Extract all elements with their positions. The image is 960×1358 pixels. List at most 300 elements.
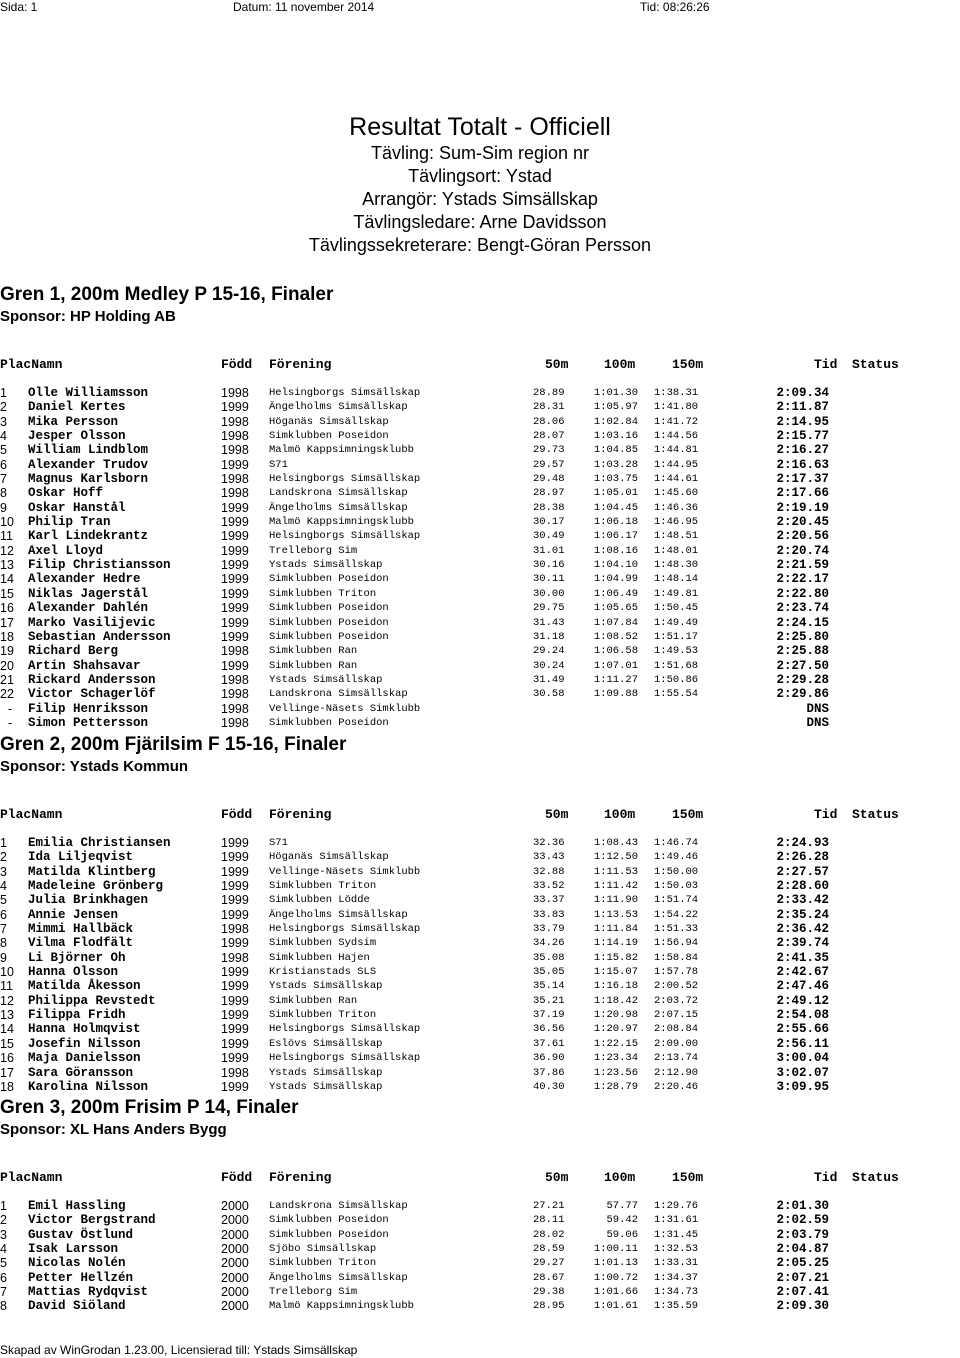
cell-name: Artin Shahsavar bbox=[28, 658, 141, 673]
table-row bbox=[0, 1066, 960, 1080]
column-header-plac: PlacNamn bbox=[0, 357, 63, 372]
cell-s150: 2:20.46 bbox=[654, 1080, 699, 1093]
cell-year: 1999 bbox=[221, 1079, 249, 1094]
cell-s50: 35.21 bbox=[533, 994, 565, 1007]
cell-s100: 1:00.11 bbox=[593, 1243, 638, 1256]
cell-name: Petter Hellzén bbox=[28, 1270, 134, 1285]
table-row bbox=[0, 1008, 960, 1022]
cell-plac: 5 bbox=[0, 1256, 7, 1271]
cell-tid: 2:03.79 bbox=[776, 1227, 829, 1242]
cell-s150: 1:44.61 bbox=[654, 473, 699, 486]
competition-header bbox=[0, 112, 960, 257]
cell-club: Helsingborgs Simsällskap bbox=[269, 530, 421, 543]
cell-s150: 1:46.95 bbox=[654, 516, 699, 529]
cell-s100: 1:02.84 bbox=[593, 415, 638, 428]
cell-club: Vellinge-Näsets Simklubb bbox=[269, 865, 421, 878]
cell-s50: 30.49 bbox=[533, 530, 565, 543]
cell-name: Annie Jensen bbox=[28, 907, 119, 922]
cell-plac: 2 bbox=[0, 400, 7, 415]
cell-s100: 1:07.01 bbox=[593, 659, 638, 672]
competition-organizer: Arrangör: Ystads Simsällskap bbox=[362, 189, 598, 209]
cell-tid: 2:56.11 bbox=[776, 1036, 829, 1051]
cell-s150: 1:57.78 bbox=[654, 966, 699, 979]
cell-s100: 1:00.72 bbox=[593, 1271, 638, 1284]
table-row bbox=[0, 979, 960, 993]
event-title: Gren 3, 200m Frisim P 14, Finaler bbox=[0, 1097, 299, 1118]
column-header-tid: Tid bbox=[814, 807, 838, 822]
cell-plac: 17 bbox=[0, 615, 14, 630]
cell-s50: 30.00 bbox=[533, 587, 565, 600]
cell-s50: 28.95 bbox=[533, 1300, 565, 1313]
column-header-tid: Tid bbox=[814, 1170, 838, 1185]
cell-s150: 1:48.30 bbox=[654, 559, 699, 572]
cell-s100: 1:16.18 bbox=[593, 980, 638, 993]
cell-club: Sjöbo Simsällskap bbox=[269, 1243, 377, 1256]
cell-s50: 27.21 bbox=[533, 1200, 565, 1212]
cell-year: 1998 bbox=[221, 950, 249, 965]
table-row bbox=[0, 922, 960, 936]
cell-s50: 28.38 bbox=[533, 501, 565, 514]
cell-plac: 15 bbox=[0, 1036, 14, 1051]
cell-club: Simklubben Poseidon bbox=[269, 573, 389, 586]
cell-s50: 29.75 bbox=[533, 602, 565, 615]
table-row bbox=[0, 587, 960, 601]
cell-club: Trelleborg Sim bbox=[269, 1286, 358, 1299]
table-row bbox=[0, 415, 960, 429]
cell-s100: 1:06.58 bbox=[593, 645, 638, 658]
print-date: Datum: 11 november 2014 bbox=[233, 0, 375, 14]
cell-s100: 1:15.82 bbox=[593, 951, 638, 964]
cell-tid: 2:47.46 bbox=[776, 979, 829, 994]
cell-s100: 59.42 bbox=[606, 1214, 638, 1227]
cell-name: Oskar Hoff bbox=[28, 486, 104, 501]
column-header-status: Status bbox=[852, 1170, 899, 1185]
cell-s50: 30.17 bbox=[533, 516, 565, 529]
cell-plac: 13 bbox=[0, 558, 14, 573]
table-row bbox=[0, 1213, 960, 1227]
cell-plac: 1 bbox=[0, 836, 7, 850]
cell-s150: 1:44.56 bbox=[654, 430, 699, 443]
cell-s50: 29.38 bbox=[533, 1286, 565, 1299]
cell-tid: DNS bbox=[806, 701, 829, 716]
cell-year: 1999 bbox=[221, 586, 249, 601]
cell-plac: 1 bbox=[0, 386, 7, 400]
cell-name: Karl Lindekrantz bbox=[28, 529, 149, 544]
cell-tid: 2:20.56 bbox=[776, 529, 829, 544]
cell-plac: 5 bbox=[0, 443, 7, 458]
cell-club: Helsingborgs Simsällskap bbox=[269, 473, 421, 486]
cell-plac: 18 bbox=[0, 629, 14, 644]
cell-club: Trelleborg Sim bbox=[269, 544, 358, 557]
cell-tid: 2:49.12 bbox=[776, 993, 829, 1008]
cell-name: Julia Brinkhagen bbox=[28, 893, 149, 908]
table-row bbox=[0, 936, 960, 950]
cell-year: 2000 bbox=[221, 1242, 249, 1257]
cell-s50: 33.83 bbox=[533, 908, 565, 921]
cell-s150: 1:45.60 bbox=[654, 487, 699, 500]
cell-s150: 2:07.15 bbox=[654, 1009, 699, 1022]
cell-s100: 1:04.45 bbox=[593, 501, 638, 514]
cell-name: Magnus Karlsborn bbox=[28, 472, 149, 487]
cell-tid: 2:17.37 bbox=[776, 472, 829, 487]
cell-club: Kristianstads SLS bbox=[269, 966, 377, 979]
table-row bbox=[0, 836, 960, 850]
column-header-forening: Förening bbox=[269, 807, 332, 822]
results-table bbox=[0, 386, 960, 730]
cell-name: Gustav Östlund bbox=[28, 1227, 134, 1242]
table-row bbox=[0, 716, 960, 730]
cell-tid: 2:36.42 bbox=[776, 922, 829, 937]
cell-s50: 31.18 bbox=[533, 630, 565, 643]
cell-s150: 1:41.80 bbox=[654, 401, 699, 414]
cell-s150: 2:13.74 bbox=[654, 1052, 699, 1065]
cell-s50: 28.89 bbox=[533, 387, 565, 399]
cell-name: Matilda Klintberg bbox=[28, 864, 156, 879]
table-row bbox=[0, 601, 960, 615]
results-table-header bbox=[0, 1170, 960, 1184]
cell-year: 1999 bbox=[221, 543, 249, 558]
cell-s150: 1:31.61 bbox=[654, 1214, 699, 1227]
competition-leader: Tävlingsledare: Arne Davidsson bbox=[353, 212, 607, 232]
cell-year: 1999 bbox=[221, 515, 249, 530]
cell-name: Victor Schagerlöf bbox=[28, 687, 156, 702]
cell-s100: 1:01.13 bbox=[593, 1257, 638, 1270]
cell-name: Maja Danielsson bbox=[28, 1051, 141, 1066]
cell-tid: 2:11.87 bbox=[776, 400, 829, 415]
cell-plac: 3 bbox=[0, 414, 7, 429]
column-header-fodd: Född bbox=[221, 357, 253, 372]
table-row bbox=[0, 443, 960, 457]
cell-plac: 7 bbox=[0, 472, 7, 487]
cell-year: 1999 bbox=[221, 936, 249, 951]
cell-club: S71 bbox=[269, 837, 288, 849]
cell-club: Simklubben Ran bbox=[269, 994, 358, 1007]
cell-year: 1999 bbox=[221, 1051, 249, 1066]
cell-s150: 1:55.54 bbox=[654, 688, 699, 701]
cell-plac: 11 bbox=[0, 979, 13, 994]
cell-club: Landskrona Simsällskap bbox=[269, 487, 408, 500]
cell-tid: 2:27.50 bbox=[776, 658, 829, 673]
table-row bbox=[0, 994, 960, 1008]
cell-tid: 2:24.15 bbox=[776, 615, 829, 630]
cell-club: Helsingborgs Simsällskap bbox=[269, 387, 421, 399]
cell-s150: 1:51.74 bbox=[654, 894, 699, 907]
cell-club: Simklubben Poseidon bbox=[269, 602, 389, 615]
table-row bbox=[0, 616, 960, 630]
cell-plac: 8 bbox=[0, 936, 7, 951]
cell-s100: 1:04.85 bbox=[593, 444, 638, 457]
results-table-header bbox=[0, 807, 960, 821]
cell-club: Simklubben Hajen bbox=[269, 951, 370, 964]
cell-s50: 33.43 bbox=[533, 851, 565, 864]
cell-plac: 3 bbox=[0, 1227, 7, 1242]
cell-tid: 2:28.60 bbox=[776, 879, 829, 894]
table-row bbox=[0, 879, 960, 893]
cell-tid: 2:04.87 bbox=[776, 1242, 829, 1257]
cell-year: 1999 bbox=[221, 907, 249, 922]
cell-club: Landskrona Simsällskap bbox=[269, 688, 408, 701]
cell-s50: 28.59 bbox=[533, 1243, 565, 1256]
cell-tid: 2:05.25 bbox=[776, 1256, 829, 1271]
cell-name: Axel Lloyd bbox=[28, 543, 104, 558]
cell-s50: 40.30 bbox=[533, 1080, 565, 1093]
cell-s100: 1:09.88 bbox=[593, 688, 638, 701]
cell-s50: 28.07 bbox=[533, 430, 565, 443]
cell-s100: 1:11.53 bbox=[593, 865, 638, 878]
cell-tid: 2:20.45 bbox=[776, 515, 829, 530]
cell-s100: 1:06.18 bbox=[593, 516, 638, 529]
cell-tid: 2:16.63 bbox=[776, 457, 829, 472]
cell-s100: 1:05.65 bbox=[593, 602, 638, 615]
table-row bbox=[0, 572, 960, 586]
cell-s100: 1:06.49 bbox=[593, 587, 638, 600]
table-row bbox=[0, 1022, 960, 1036]
cell-year: 1998 bbox=[221, 443, 249, 458]
cell-name: Mimmi Hallbäck bbox=[28, 922, 134, 937]
cell-s50: 34.26 bbox=[533, 937, 565, 950]
cell-s150: 1:29.76 bbox=[654, 1200, 699, 1212]
cell-tid: 2:26.28 bbox=[776, 850, 829, 865]
cell-s150: 1:50.45 bbox=[654, 602, 699, 615]
cell-name: Alexander Hedre bbox=[28, 572, 141, 587]
column-header-status: Status bbox=[852, 807, 899, 822]
table-row bbox=[0, 400, 960, 414]
cell-s100: 1:12.50 bbox=[593, 851, 638, 864]
cell-s50: 28.02 bbox=[533, 1228, 565, 1241]
table-row bbox=[0, 515, 960, 529]
cell-year: 1999 bbox=[221, 879, 249, 894]
cell-s150: 1:50.00 bbox=[654, 865, 699, 878]
cell-s100: 1:01.66 bbox=[593, 1286, 638, 1299]
cell-s150: 1:48.51 bbox=[654, 530, 699, 543]
cell-club: Malmö Kappsimningsklubb bbox=[269, 516, 414, 529]
cell-s50: 28.06 bbox=[533, 415, 565, 428]
cell-plac: 15 bbox=[0, 586, 14, 601]
column-header-forening: Förening bbox=[269, 357, 332, 372]
report-title: Resultat Totalt - Officiell bbox=[349, 113, 611, 141]
cell-club: Malmö Kappsimningsklubb bbox=[269, 444, 414, 457]
cell-name: Filippa Fridh bbox=[28, 1008, 126, 1023]
table-row bbox=[0, 865, 960, 879]
cell-name: Olle Williamsson bbox=[28, 386, 149, 400]
cell-s150: 1:44.95 bbox=[654, 458, 699, 471]
cell-name: Filip Christiansson bbox=[28, 558, 171, 573]
cell-club: Simklubben Poseidon bbox=[269, 630, 389, 643]
cell-s150: 1:48.14 bbox=[654, 573, 699, 586]
cell-club: Simklubben Sydsim bbox=[269, 937, 377, 950]
cell-year: 1998 bbox=[221, 429, 249, 444]
cell-tid: 2:20.74 bbox=[776, 543, 829, 558]
cell-plac: 8 bbox=[0, 486, 7, 501]
cell-plac: 4 bbox=[0, 1242, 7, 1257]
cell-year: 1998 bbox=[221, 672, 249, 687]
cell-name: Hanna Holmqvist bbox=[28, 1022, 141, 1037]
event-section bbox=[0, 1097, 960, 1314]
cell-s50: 29.27 bbox=[533, 1257, 565, 1270]
cell-club: Simklubben Lödde bbox=[269, 894, 370, 907]
cell-name: Oskar Hanstål bbox=[28, 500, 126, 515]
cell-year: 1999 bbox=[221, 572, 249, 587]
table-row bbox=[0, 951, 960, 965]
cell-s50: 31.49 bbox=[533, 673, 565, 686]
cell-s150: 1:54.22 bbox=[654, 908, 699, 921]
cell-plac: 12 bbox=[0, 993, 14, 1008]
cell-s50: 29.24 bbox=[533, 645, 565, 658]
cell-year: 2000 bbox=[221, 1227, 249, 1242]
competition-venue: Tävlingsort: Ystad bbox=[408, 166, 552, 186]
column-header-s100: 100m bbox=[604, 357, 636, 372]
cell-club: Simklubben Poseidon bbox=[269, 430, 389, 443]
cell-year: 2000 bbox=[221, 1199, 249, 1213]
cell-s150: 1:51.68 bbox=[654, 659, 699, 672]
cell-plac: 7 bbox=[0, 1285, 7, 1300]
cell-s50: 33.52 bbox=[533, 880, 565, 893]
cell-s100: 1:13.53 bbox=[593, 908, 638, 921]
table-row bbox=[0, 1299, 960, 1313]
cell-name: Josefin Nilsson bbox=[28, 1036, 141, 1051]
table-row bbox=[0, 1256, 960, 1270]
cell-club: Ystads Simsällskap bbox=[269, 673, 383, 686]
column-header-fodd: Född bbox=[221, 807, 253, 822]
table-row bbox=[0, 1080, 960, 1094]
cell-plac: 5 bbox=[0, 893, 7, 908]
cell-s150: 1:50.03 bbox=[654, 880, 699, 893]
cell-name: Marko Vasilijevic bbox=[28, 615, 156, 630]
cell-club: S71 bbox=[269, 458, 288, 471]
cell-s150: 1:49.81 bbox=[654, 587, 699, 600]
cell-name: Jesper Olsson bbox=[28, 429, 126, 444]
table-row bbox=[0, 850, 960, 864]
cell-plac: 12 bbox=[0, 543, 14, 558]
cell-year: 1998 bbox=[221, 486, 249, 501]
competition-secretary: Tävlingssekreterare: Bengt-Göran Persson bbox=[308, 235, 652, 255]
cell-plac: 21 bbox=[0, 672, 14, 687]
page-footer: Skapad av WinGrodan 1.23.00, Licensierad till: Ystads Simsällskap bbox=[0, 1343, 358, 1357]
cell-s100: 1:20.98 bbox=[593, 1009, 638, 1022]
column-header-plac: PlacNamn bbox=[0, 807, 63, 822]
cell-club: Simklubben Triton bbox=[269, 1257, 377, 1270]
cell-plac: 16 bbox=[0, 601, 14, 616]
table-row bbox=[0, 1051, 960, 1065]
cell-year: 1999 bbox=[221, 893, 249, 908]
table-row bbox=[0, 386, 960, 400]
cell-tid: 2:29.86 bbox=[776, 687, 829, 702]
cell-tid: 2:54.08 bbox=[776, 1008, 829, 1023]
cell-s50: 30.24 bbox=[533, 659, 565, 672]
table-row bbox=[0, 673, 960, 687]
cell-plac: 6 bbox=[0, 457, 7, 472]
cell-year: 1999 bbox=[221, 1008, 249, 1023]
cell-tid: 3:02.07 bbox=[776, 1065, 829, 1080]
cell-year: 1998 bbox=[221, 386, 249, 400]
cell-tid: 2:21.59 bbox=[776, 558, 829, 573]
results-table-header bbox=[0, 357, 960, 371]
cell-club: Eslövs Simsällskap bbox=[269, 1037, 383, 1050]
cell-name: Nicolas Nolén bbox=[28, 1256, 126, 1271]
cell-tid: 2:23.74 bbox=[776, 601, 829, 616]
cell-s50: 28.97 bbox=[533, 487, 565, 500]
cell-plac: 4 bbox=[0, 879, 7, 894]
cell-s100: 1:03.28 bbox=[593, 458, 638, 471]
cell-s50: 36.56 bbox=[533, 1023, 565, 1036]
cell-name: David Siöland bbox=[28, 1299, 126, 1314]
column-header-plac: PlacNamn bbox=[0, 1170, 63, 1185]
cell-tid: 2:09.34 bbox=[776, 386, 829, 400]
cell-plac: 2 bbox=[0, 1213, 7, 1228]
cell-s50: 32.36 bbox=[533, 837, 565, 849]
column-header-s150: 150m bbox=[672, 1170, 704, 1185]
cell-plac: 14 bbox=[0, 572, 14, 587]
cell-plac: 18 bbox=[0, 1079, 14, 1094]
cell-plac: 10 bbox=[0, 515, 14, 530]
table-row bbox=[0, 501, 960, 515]
cell-s150: 1:33.31 bbox=[654, 1257, 699, 1270]
cell-s100: 1:05.01 bbox=[593, 487, 638, 500]
cell-club: Simklubben Poseidon bbox=[269, 616, 389, 629]
table-row bbox=[0, 965, 960, 979]
cell-club: Simklubben Poseidon bbox=[269, 716, 389, 729]
cell-club: Simklubben Ran bbox=[269, 645, 358, 658]
cell-plac: 13 bbox=[0, 1008, 14, 1023]
cell-year: 1998 bbox=[221, 1065, 249, 1080]
cell-year: 1999 bbox=[221, 979, 249, 994]
cell-year: 1999 bbox=[221, 658, 249, 673]
cell-year: 1998 bbox=[221, 414, 249, 429]
cell-year: 1999 bbox=[221, 500, 249, 515]
cell-tid: 2:33.42 bbox=[776, 893, 829, 908]
cell-tid: DNS bbox=[806, 715, 829, 730]
cell-s150: 1:34.37 bbox=[654, 1271, 699, 1284]
table-row bbox=[0, 1199, 960, 1213]
cell-plac: - bbox=[8, 715, 13, 730]
cell-year: 1999 bbox=[221, 558, 249, 573]
cell-s150: 1:31.45 bbox=[654, 1228, 699, 1241]
cell-plac: 20 bbox=[0, 658, 14, 673]
cell-s100: 1:28.79 bbox=[593, 1080, 638, 1093]
cell-year: 1999 bbox=[221, 864, 249, 879]
column-header-tid: Tid bbox=[814, 357, 838, 372]
cell-s50: 31.01 bbox=[533, 544, 565, 557]
cell-year: 1999 bbox=[221, 1036, 249, 1051]
cell-name: Isak Larsson bbox=[28, 1242, 119, 1257]
column-header-s150: 150m bbox=[672, 357, 704, 372]
cell-s100: 1:03.75 bbox=[593, 473, 638, 486]
cell-name: Alexander Trudov bbox=[28, 457, 149, 472]
cell-s50: 36.90 bbox=[533, 1052, 565, 1065]
cell-year: 2000 bbox=[221, 1256, 249, 1271]
cell-s150: 1:46.74 bbox=[654, 837, 699, 849]
cell-name: Sara Göransson bbox=[28, 1065, 134, 1080]
cell-tid: 2:01.30 bbox=[776, 1199, 829, 1213]
cell-name: Philip Tran bbox=[28, 515, 111, 530]
table-row bbox=[0, 659, 960, 673]
cell-s150: 1:56.94 bbox=[654, 937, 699, 950]
cell-s150: 1:51.17 bbox=[654, 630, 699, 643]
cell-s150: 1:48.01 bbox=[654, 544, 699, 557]
event-sponsor: Sponsor: HP Holding AB bbox=[0, 308, 176, 325]
table-row bbox=[0, 644, 960, 658]
cell-club: Ystads Simsällskap bbox=[269, 1080, 383, 1093]
cell-s100: 59.06 bbox=[606, 1228, 638, 1241]
cell-tid: 3:09.95 bbox=[776, 1079, 829, 1094]
cell-name: William Lindblom bbox=[28, 443, 149, 458]
cell-club: Simklubben Ran bbox=[269, 659, 358, 672]
cell-plac: 6 bbox=[0, 907, 7, 922]
cell-plac: 10 bbox=[0, 965, 14, 980]
cell-year: 1998 bbox=[221, 715, 249, 730]
cell-s100: 1:01.61 bbox=[593, 1300, 638, 1313]
cell-plac: 6 bbox=[0, 1270, 7, 1285]
